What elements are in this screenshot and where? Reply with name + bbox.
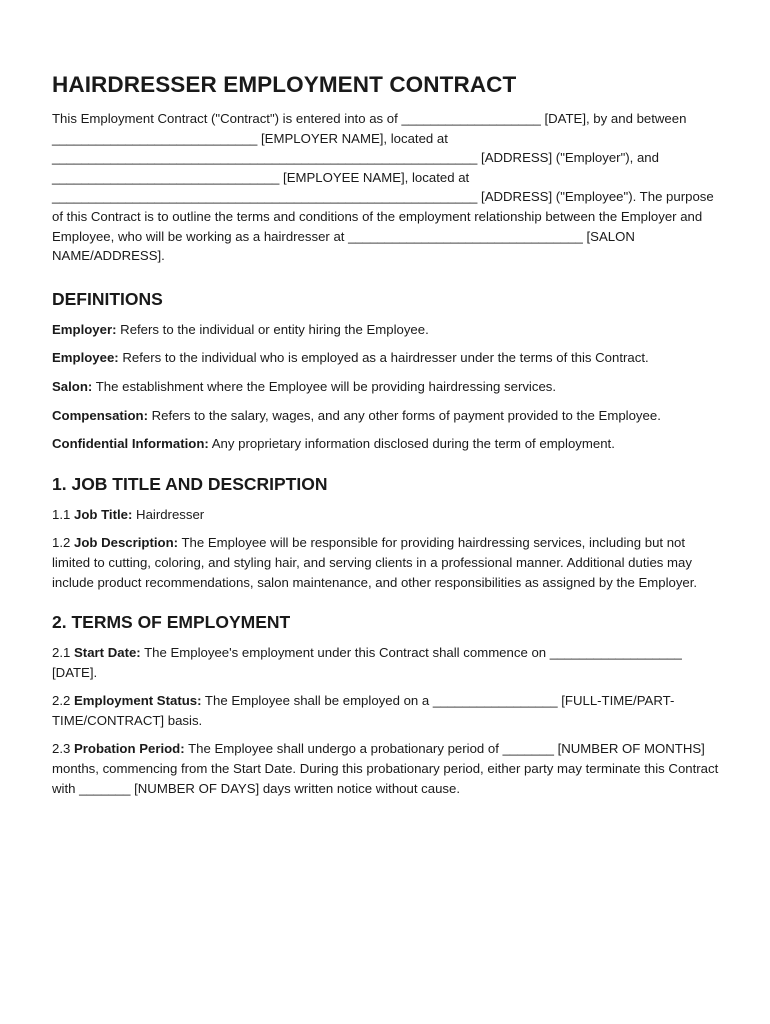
document-title: HAIRDRESSER EMPLOYMENT CONTRACT xyxy=(52,72,517,97)
clause-number: 1.1 xyxy=(52,506,74,522)
definition-item xyxy=(52,348,722,368)
clause-number: 1.2 xyxy=(52,535,74,551)
clause-number: 2.2 xyxy=(52,693,74,709)
clause-term: Job Title: xyxy=(74,506,133,522)
clause-item xyxy=(52,643,722,682)
definition-term: Employer: xyxy=(52,321,117,337)
clause-number: 2.3 xyxy=(52,741,74,757)
clause-text: The Employee shall undergo a probationary period of _______ [NUMBER OF MONTHS] months, commencing from the Start Date. During this probationary period, either party may terminate this Contract with _______ [NUMBER OF DAYS] days written notice without cause. xyxy=(52,741,719,796)
clause-item xyxy=(52,691,722,730)
definition-text: Refers to the salary, wages, and any other forms of payment provided to the Employee. xyxy=(147,407,661,423)
definition-text: Refers to the individual who is employed as a hairdresser under the terms of this Contract. xyxy=(118,350,649,366)
clause-text: The Employee will be responsible for providing hairdressing services, including but not limited to cutting, coloring, and styling hair, and serving clients in a professional manner. Additional duties may include product recommendations, salon maintenance, and other responsibilities as assigned by the Employer. xyxy=(52,535,698,590)
definition-text: The establishment where the Employee will be providing hairdressing services. xyxy=(92,378,557,394)
clause-item xyxy=(52,505,722,525)
intro-paragraph: This Employment Contract ("Contract") is entered into as of ___________________ [DATE], by and between ____________________________ [EMPLOYER NAME], located at __________________________________________________________ [ADDRESS] ("Employer"), and _______________________________ [EMPLOYEE NAME], located at __________________________________________________________ [ADDRESS] ("Employee"). The purpose of this Contract is to outline the terms and conditions of the employment relationship between the Employer and Employee, who will be working as a hairdresser at ________________________________ [SALON NAME/ADDRESS]. xyxy=(52,111,714,264)
definitions-section xyxy=(52,289,722,454)
job-title-section xyxy=(52,474,722,592)
clause-item xyxy=(52,533,722,592)
document-page xyxy=(52,72,722,807)
definition-term: Confidential Information: xyxy=(52,436,209,452)
clause-term: Employment Status: xyxy=(74,693,202,709)
definition-item xyxy=(52,320,722,340)
clause-text: The Employee shall be employed on a _________________ [FULL-TIME/PART-TIME/CONTRACT] basis. xyxy=(52,693,675,728)
terms-heading: 2. TERMS OF EMPLOYMENT xyxy=(52,612,291,633)
clause-term: Job Description: xyxy=(74,535,179,551)
clause-term: Probation Period: xyxy=(74,741,185,757)
job-title-heading: 1. JOB TITLE AND DESCRIPTION xyxy=(52,473,328,494)
clause-term: Start Date: xyxy=(74,645,141,661)
clause-text: The Employee's employment under this Contract shall commence on __________________ [DATE]. xyxy=(52,645,682,680)
clause-item xyxy=(52,739,722,798)
definition-item xyxy=(52,434,722,454)
definition-text: Refers to the individual or entity hiring the Employee. xyxy=(116,321,429,337)
clause-number: 2.1 xyxy=(52,645,74,661)
definition-text: Any proprietary information disclosed during the term of employment. xyxy=(208,436,615,452)
definition-term: Compensation: xyxy=(52,407,148,423)
definitions-heading: DEFINITIONS xyxy=(52,288,163,309)
terms-section xyxy=(52,612,722,798)
definition-term: Employee: xyxy=(52,350,119,366)
clause-text: Hairdresser xyxy=(132,506,205,522)
definition-item xyxy=(52,377,722,397)
definition-term: Salon: xyxy=(52,378,93,394)
definition-item xyxy=(52,406,722,426)
